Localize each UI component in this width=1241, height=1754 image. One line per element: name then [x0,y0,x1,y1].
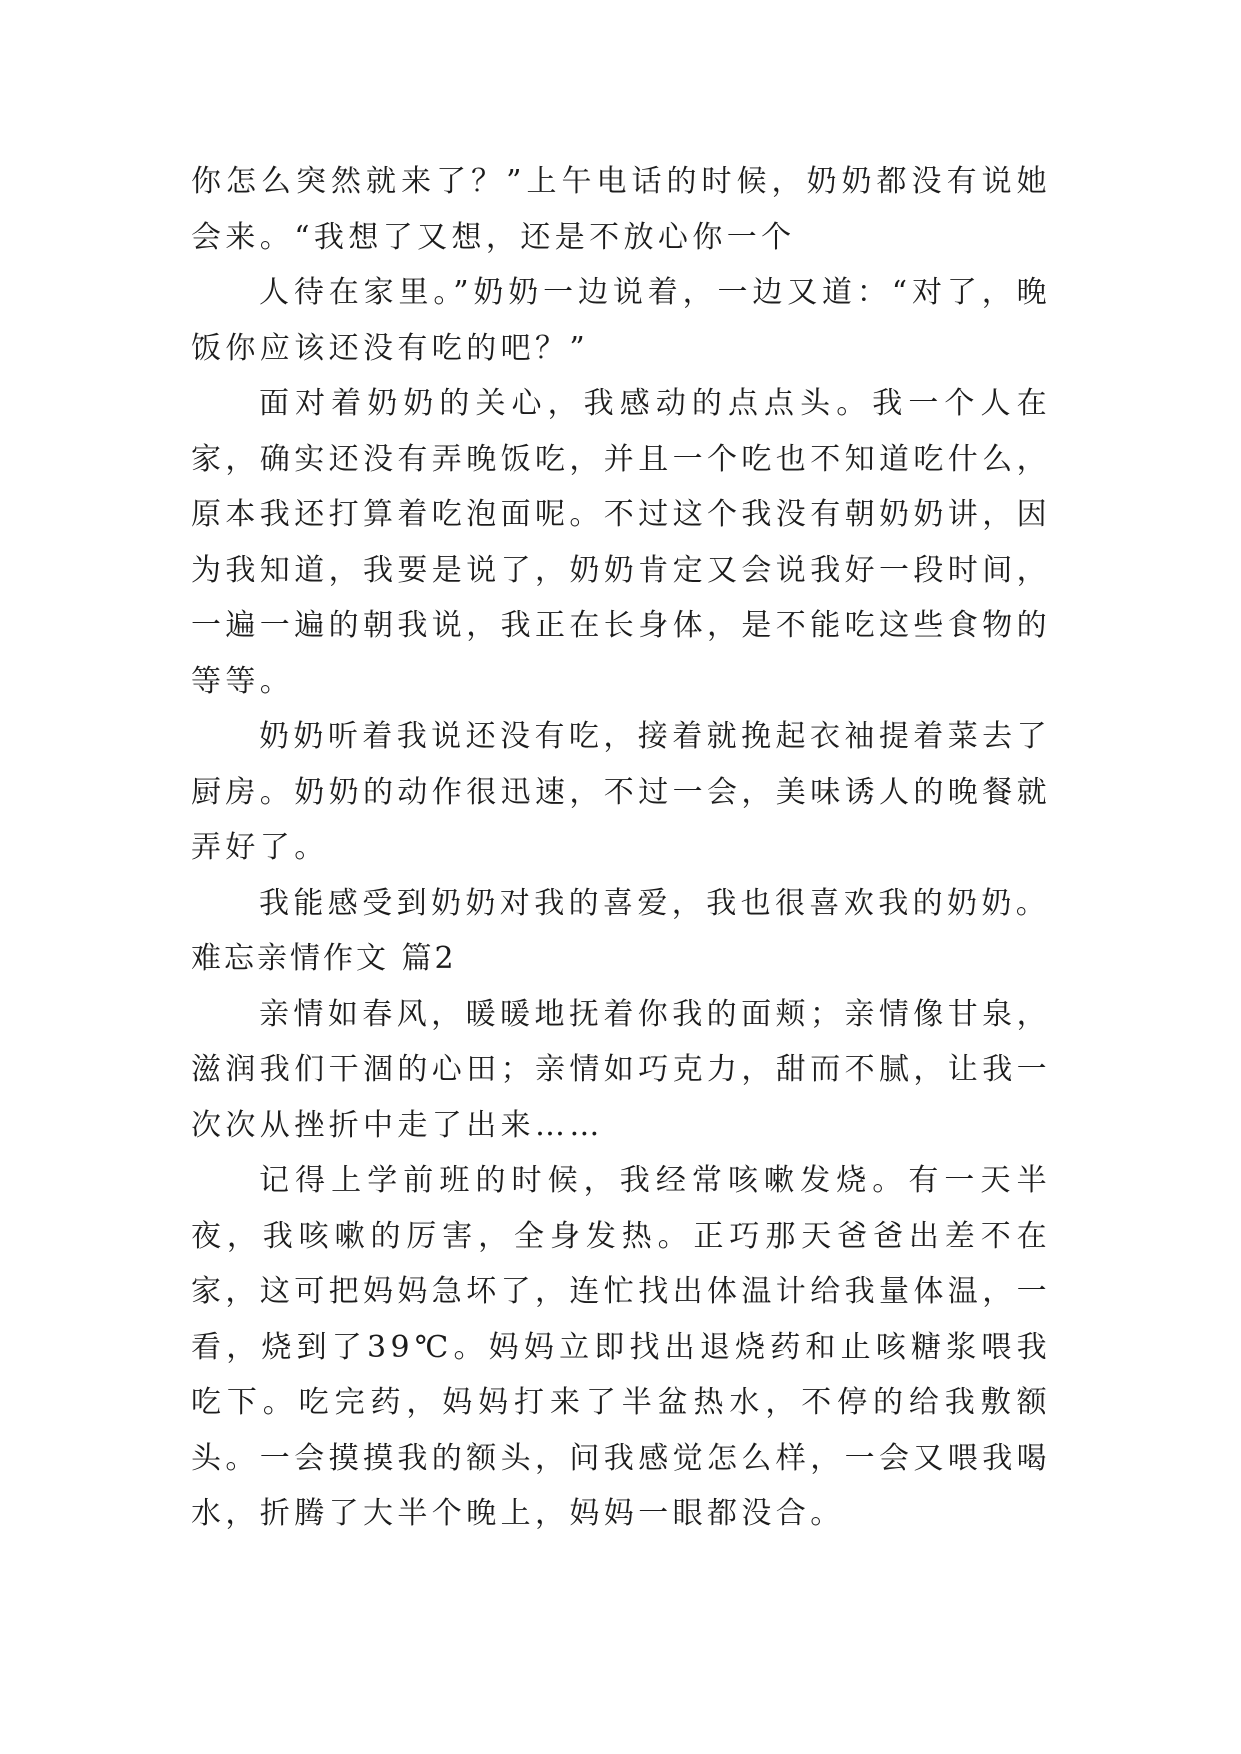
paragraph: 亲情如春风，暖暖地抚着你我的面颊；亲情像甘泉，滋润我们干涸的心田；亲情如巧克力，甜而不腻，让我一次次从挫折中走了出来…… [191,996,1051,1143]
paragraph: 奶奶听着我说还没有吃，接着就挽起衣袖提着菜去了厨房。奶奶的动作很迅速，不过一会，美味诱人的晚餐就弄好了。 [191,719,1051,865]
paragraph: 人待在家里。”奶奶一边说着，一边又道：“对了，晚饭你应该还没有吃的吧？” [191,275,1051,366]
paragraph: 记得上学前班的时候，我经常咳嗽发烧。有一天半夜，我咳嗽的厉害，全身发热。正巧那天爸爸出差不在家，这可把妈妈急坏了，连忙找出体温计给我量体温，一看，烧到了39℃。妈妈立即找出退烧药和止咳糖浆喂我吃下。吃完药，妈妈打来了半盆热水，不停的给我敷额头。一会摸摸我的额头，问我感觉怎么样，一会又喂我喝水，折腾了大半个晚上，妈妈一眼都没合。 [191,1163,1051,1531]
paragraph: 你怎么突然就来了？”上午电话的时候，奶奶都没有说她会来。“我想了又想，还是不放心你一个 [191,164,1051,255]
section-heading: 难忘亲情作文 篇2 [191,941,457,976]
paragraph: 我能感受到奶奶对我的喜爱，我也很喜欢我的奶奶。 [259,885,1051,921]
document-body [191,154,1051,1542]
paragraph: 面对着奶奶的关心，我感动的点点头。我一个人在家，确实还没有弄晚饭吃，并且一个吃也不知道吃什么，原本我还打算着吃泡面呢。不过这个我没有朝奶奶讲，因为我知道，我要是说了，奶奶肯定又会说我好一段时间，一遍一遍的朝我说，我正在长身体，是不能吃这些食物的等等。 [191,386,1051,699]
